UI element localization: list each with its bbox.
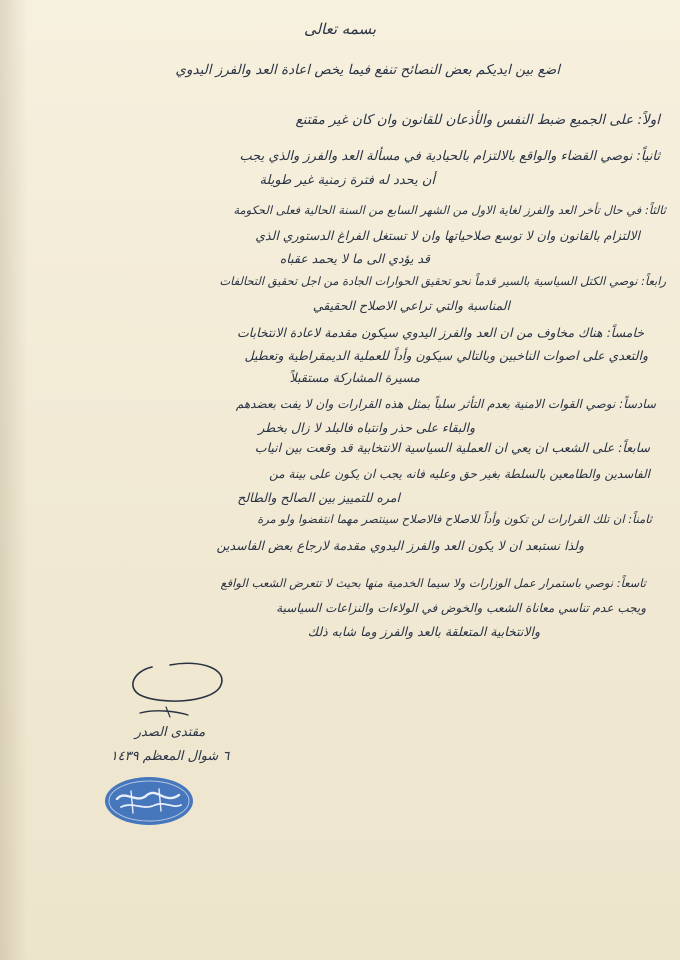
basmala-heading: بسمه تعالى bbox=[303, 20, 377, 38]
signatory-name: مقتدى الصدر bbox=[134, 725, 206, 740]
intro-line: اضع بين ايديكم بعض النصائح تنفع فيما يخص اعادة العد والفرز اليدوي bbox=[175, 62, 560, 78]
handwritten-signature bbox=[70, 655, 270, 725]
point-7-line-3: امره للتمييز بين الصالح والطالح bbox=[237, 490, 400, 505]
left-edge-shadow bbox=[0, 0, 28, 960]
point-4-line-1: رابعاً: نوصي الكتل السياسية بالسير قدماً نحو تحقيق الحوارات الجادة من اجل تحقيق التحالفات bbox=[219, 274, 666, 288]
official-stamp bbox=[103, 775, 195, 827]
point-3-line-2: الالتزام بالقانون وان لا توسع صلاحياتها وان لا تستغل الفراغ الدستوري الذي bbox=[255, 228, 640, 243]
point-9-line-1: تاسعاً: نوصي باستمرار عمل الوزارات ولا سيما الخدمية منها بحيث لا تتعرض الشعب الواقع bbox=[220, 576, 646, 590]
point-2-line-2: أن يحدد له فترة زمنية غير طويلة bbox=[259, 173, 435, 188]
point-5-line-1: خامساً: هناك مخاوف من ان العد والفرز اليدوي سيكون مقدمة لاعادة الانتخابات bbox=[237, 325, 644, 340]
point-3-line-3: قد يؤدي الى ما لا يحمد عقباه bbox=[279, 251, 430, 266]
point-5-line-2: والتعدي على اصوات الناخبين وبالتالي سيكون وأداً للعملية الديمقراطية وتعطيل bbox=[244, 348, 648, 363]
point-6-line-1: سادساً: نوصي القوات الامنية بعدم التأثر سلباً بمثل هذه القرارات وان لا يفت بعضدهم bbox=[235, 397, 656, 411]
signature-date: ٦ شوال المعظم ١٤٣٩ bbox=[110, 749, 230, 764]
point-1-line-1: اولاً: على الجميع ضبط النفس والأذعان للقانون وان كان غير مقتنع bbox=[295, 112, 660, 128]
point-7-line-1: سابعاً: على الشعب ان يعي ان العملية السياسية الانتخابية قد وقعت بين انياب bbox=[254, 440, 650, 455]
point-5-line-3: مسيرة المشاركة مستقبلاً bbox=[289, 370, 420, 385]
point-9-line-3: والانتخابية المتعلقة بالعد والفرز وما شابه ذلك bbox=[307, 624, 540, 639]
point-3-line-1: ثالثاً: في حال تأخر العد والفرز لغاية الاول من الشهر السابع من السنة الحالية فعلى الحكومة bbox=[233, 203, 666, 217]
point-6-line-2: والبقاء على حذر وانتباه فالبلد لا زال بخطر bbox=[258, 420, 475, 435]
point-4-line-2: المناسبة والتي تراعي الاصلاح الحقيقي bbox=[312, 298, 510, 313]
point-7-line-2: الفاسدين والطامعين بالسلطة بغير حق وعليه فانه يجب ان يكون على بينة من bbox=[269, 467, 650, 481]
point-8-line-1: ثامناً: ان تلك القرارات لن تكون وأداً للاصلاح فالاصلاح سينتصر مهما انتفضوا ولو مرة bbox=[257, 512, 652, 526]
point-9-line-2: ويجب عدم تناسي معاناة الشعب والخوض في الولاءات والنزاعات السياسية bbox=[276, 601, 646, 615]
point-2-line-1: ثانياً: نوصي القضاء والواقع بالالتزام بالحيادية في مسألة العد والفرز والذي يجب bbox=[239, 149, 660, 164]
point-8-line-2: ولذا نستبعد ان لا يكون العد والفرز اليدوي مقدمة لارجاع بعض الفاسدين bbox=[216, 538, 584, 553]
